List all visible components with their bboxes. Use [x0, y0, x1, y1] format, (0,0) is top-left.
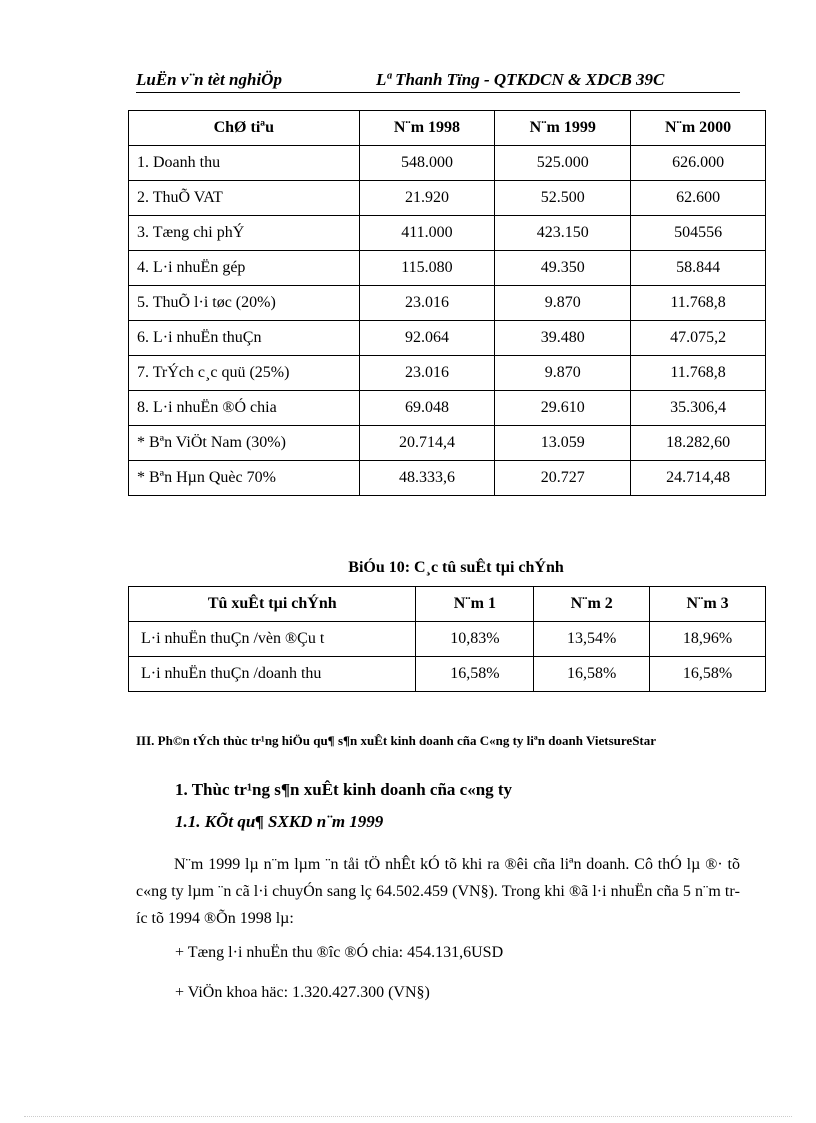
row-label: 3. Tæng chi phÝ [129, 216, 360, 251]
table-cell: 52.500 [495, 181, 631, 216]
row-label: 7. TrÝch c¸c quü (25%) [129, 356, 360, 391]
table-cell: 16,58% [416, 657, 534, 692]
table-cell: 9.870 [495, 286, 631, 321]
section-heading-iii: III. Ph©n tÝch thùc tr¹ng hiÖu qu¶ s¶n xuÊt kinh doanh cña C«ng ty liªn doanh VietsureStar [136, 733, 657, 748]
table-cell: 411.000 [359, 216, 495, 251]
table-cell: 39.480 [495, 321, 631, 356]
table-cell: 504556 [631, 216, 766, 251]
table-cell: 548.000 [359, 146, 495, 181]
table-cell: 13,54% [534, 622, 650, 657]
header-author: Lª Thanh Tïng - QTKDCN & XDCB 39C [376, 70, 665, 89]
table-row [129, 321, 766, 356]
table-cell: 13.059 [495, 426, 631, 461]
table-cell: 49.350 [495, 251, 631, 286]
page-bottom-divider [24, 1116, 792, 1117]
table-cell: 58.844 [631, 251, 766, 286]
table-cell: 29.610 [495, 391, 631, 426]
table-row [129, 251, 766, 286]
table-cell: 20.714,4 [359, 426, 495, 461]
column-header: N¨m 3 [650, 587, 766, 622]
table-cell: 20.727 [495, 461, 631, 496]
table-row [129, 622, 766, 657]
column-header: N¨m 2000 [631, 111, 766, 146]
table2-caption: BiÓu 10: C¸c tû suÊt tµi chÝnh [348, 559, 564, 576]
table-cell: 35.306,4 [631, 391, 766, 426]
body-paragraph: N¨m 1999 lµ n¨m lµm ¨n tåi tÖ nhÊt kÓ tõ khi ra ®êi cña liªn doanh. Cô thÓ lµ ®· tõ c«ng ty lµm ¨n cã l·i chuyÓn sang lç 64.502.459 (VN§). Trong khi ®ã l·i nhuËn cña 5 n¨m tríc tõ 1994 ®Õn 1998 lµ: [136, 856, 740, 927]
row-label: 2. ThuÕ VAT [129, 181, 360, 216]
column-header: N¨m 1 [416, 587, 534, 622]
list-item: + ViÖn khoa häc: 1.320.427.300 (VN§) [175, 984, 430, 1001]
row-label: * Bªn Hµn Quèc 70% [129, 461, 360, 496]
table-cell: 16,58% [534, 657, 650, 692]
table-cell: 18,96% [650, 622, 766, 657]
table-row [129, 657, 766, 692]
table-row [129, 146, 766, 181]
row-label: L·i nhuËn thuÇn /doanh thu [129, 657, 416, 692]
table-header-row [129, 111, 766, 146]
table-cell: 11.768,8 [631, 356, 766, 391]
heading-results-1999: 1.1. KÕt qu¶ SXKD n¨m 1999 [175, 812, 384, 831]
table-row [129, 216, 766, 251]
row-label: * Bªn ViÖt Nam (30%) [129, 426, 360, 461]
table-cell: 24.714,48 [631, 461, 766, 496]
table-cell: 23.016 [359, 356, 495, 391]
table-cell: 69.048 [359, 391, 495, 426]
table-row [129, 286, 766, 321]
table-cell: 10,83% [416, 622, 534, 657]
table-cell: 47.075,2 [631, 321, 766, 356]
table-row [129, 181, 766, 216]
column-header: ChØ tiªu [129, 111, 360, 146]
table-cell: 23.016 [359, 286, 495, 321]
table-cell: 92.064 [359, 321, 495, 356]
row-label: L·i nhuËn thuÇn /vèn ®Çu t [129, 622, 416, 657]
table-row [129, 426, 766, 461]
table-cell: 48.333,6 [359, 461, 495, 496]
page-header [136, 70, 740, 93]
row-label: 8. L·i nhuËn ®Ó chia [129, 391, 360, 426]
column-header: N¨m 2 [534, 587, 650, 622]
row-label: 4. L·i nhuËn gép [129, 251, 360, 286]
row-label: 5. ThuÕ l·i tøc (20%) [129, 286, 360, 321]
table-row [129, 391, 766, 426]
row-label: 6. L·i nhuËn thuÇn [129, 321, 360, 356]
table-cell: 626.000 [631, 146, 766, 181]
table-cell: 11.768,8 [631, 286, 766, 321]
column-header: N¨m 1998 [359, 111, 495, 146]
table-cell: 525.000 [495, 146, 631, 181]
table-cell: 16,58% [650, 657, 766, 692]
table-row [129, 461, 766, 496]
list-item: + Tæng l·i nhuËn thu ®îc ®Ó chia: 454.131,6USD [175, 944, 504, 961]
table-cell: 423.150 [495, 216, 631, 251]
table-cell: 21.920 [359, 181, 495, 216]
row-label: 1. Doanh thu [129, 146, 360, 181]
table-cell: 115.080 [359, 251, 495, 286]
financial-results-table [128, 110, 766, 496]
table-row [129, 356, 766, 391]
financial-ratios-table [128, 586, 766, 692]
table-header-row [129, 587, 766, 622]
heading-business-situation: 1. Thùc tr¹ng s¶n xuÊt kinh doanh cña c«ng ty [175, 780, 513, 799]
column-header: N¨m 1999 [495, 111, 631, 146]
table-cell: 9.870 [495, 356, 631, 391]
table-cell: 62.600 [631, 181, 766, 216]
column-header: Tû xuÊt tµi chÝnh [129, 587, 416, 622]
header-thesis-title: LuËn v¨n tèt nghiÖp [136, 70, 282, 89]
table-cell: 18.282,60 [631, 426, 766, 461]
